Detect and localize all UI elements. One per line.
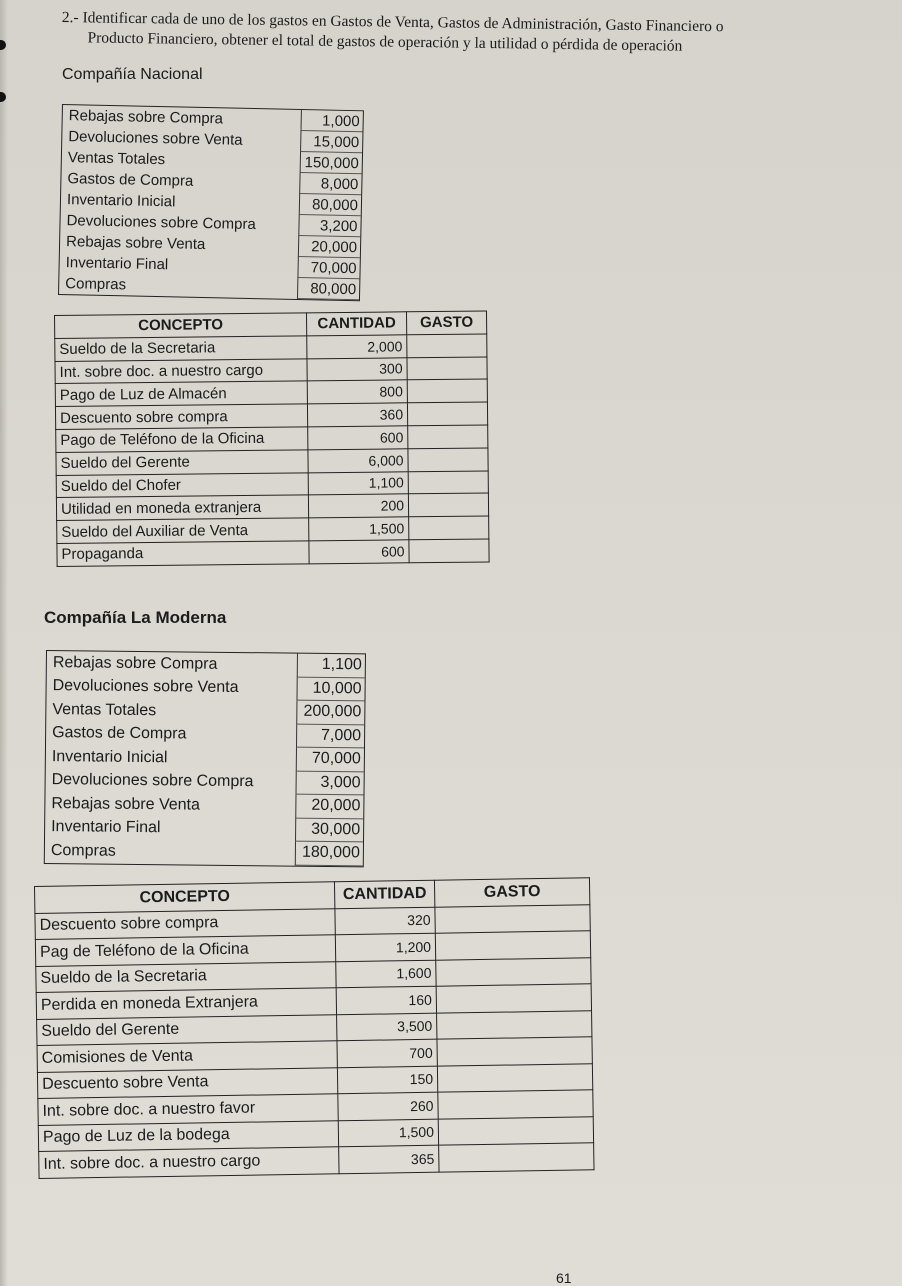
- gasto-input-cell[interactable]: [438, 1116, 593, 1145]
- data-value: 30,000: [295, 818, 363, 842]
- data-label: Devoluciones sobre Venta: [68, 128, 243, 149]
- gasto-input-cell[interactable]: [437, 1037, 592, 1066]
- concept-cell: Sueldo de la Secretaria: [36, 961, 336, 992]
- header-concepto: CONCEPTO: [35, 882, 335, 913]
- concept-cell: Sueldo del Chofer: [56, 472, 308, 497]
- data-row: [46, 769, 364, 796]
- gasto-input-cell[interactable]: [409, 539, 489, 563]
- data-value: 15,000: [300, 131, 362, 153]
- data-value: 1,100: [297, 654, 365, 678]
- data-label: Ventas Totales: [52, 700, 157, 719]
- instruction-line-1: 2.- Identificar cada de uno de los gastos en Gastos de Venta, Gastos de Administración, Gasto Financiero o: [61, 8, 724, 36]
- data-value: 80,000: [299, 194, 361, 216]
- quantity-cell: 200: [308, 494, 408, 518]
- data-label: Compras: [65, 275, 127, 294]
- gasto-input-cell[interactable]: [437, 1010, 592, 1039]
- data-value: 150,000: [300, 152, 362, 174]
- data-row: [46, 675, 364, 702]
- data-value: 1,000: [300, 110, 362, 132]
- quantity-cell: 1,500: [309, 517, 409, 541]
- data-value: 180,000: [295, 842, 363, 866]
- page-number: 61: [556, 1270, 572, 1286]
- gasto-input-cell[interactable]: [439, 1143, 594, 1172]
- quantity-cell: 365: [339, 1145, 439, 1173]
- gasto-input-cell[interactable]: [407, 334, 487, 358]
- data-label: Inventario Final: [51, 818, 161, 837]
- concept-cell: Comisiones de Venta: [37, 1041, 337, 1072]
- quantity-cell: 160: [336, 986, 436, 1014]
- header-gasto: GASTO: [406, 311, 486, 335]
- quantity-cell: 1,500: [338, 1119, 438, 1147]
- concept-cell: Utilidad en moneda extranjera: [56, 495, 308, 520]
- data-label: Devoluciones sobre Compra: [51, 771, 254, 791]
- quantity-cell: 2,000: [307, 335, 407, 359]
- header-cantidad: CANTIDAD: [306, 312, 406, 336]
- data-label: Rebajas sobre Venta: [65, 233, 206, 254]
- quantity-cell: 260: [338, 1092, 438, 1120]
- data-label: Rebajas sobre Compra: [68, 107, 224, 128]
- concept-cell: Descuento sobre Venta: [37, 1067, 337, 1098]
- data-row: [45, 839, 363, 866]
- gasto-input-cell[interactable]: [408, 425, 488, 449]
- data-row: [47, 651, 365, 678]
- quantity-cell: 360: [307, 403, 407, 427]
- page-edge-shadow: [0, 0, 8, 1286]
- gasto-input-cell[interactable]: [436, 984, 591, 1013]
- quantity-cell: 1,600: [336, 960, 436, 988]
- concept-cell: Pago de Luz de Almacén: [55, 381, 307, 406]
- concept-cell: Pago de Luz de la bodega: [38, 1120, 338, 1151]
- quantity-cell: 320: [335, 907, 435, 935]
- data-row: [46, 722, 364, 749]
- concept-cell: Sueldo del Gerente: [37, 1014, 337, 1045]
- table-row: [57, 539, 489, 566]
- quantity-cell: 1,100: [308, 471, 408, 495]
- data-value: 70,000: [297, 257, 359, 279]
- gasto-input-cell[interactable]: [435, 931, 590, 960]
- data-label: Gastos de Compra: [52, 724, 187, 743]
- data-value: 3,000: [295, 771, 363, 795]
- gasto-input-cell[interactable]: [435, 904, 590, 933]
- concept-cell: Pag de Teléfono de la Oficina: [35, 935, 335, 966]
- gasto-input-cell[interactable]: [408, 493, 488, 517]
- company-1-data-box: [58, 104, 364, 301]
- data-value: 200,000: [296, 701, 364, 725]
- concept-cell: Sueldo del Auxiliar de Venta: [57, 518, 309, 543]
- gasto-input-cell[interactable]: [408, 448, 488, 472]
- concept-cell: Sueldo de la Secretaria: [55, 336, 307, 361]
- company-2-title: Compañía La Moderna: [44, 608, 227, 627]
- header-gasto: GASTO: [434, 878, 589, 907]
- concept-cell: Propaganda: [57, 541, 309, 566]
- data-row: [45, 816, 363, 843]
- quantity-cell: 700: [337, 1039, 437, 1067]
- data-row: [45, 792, 363, 819]
- quantity-cell: 150: [337, 1066, 437, 1094]
- quantity-cell: 1,200: [335, 933, 435, 961]
- data-label: Inventario Inicial: [51, 747, 168, 767]
- concept-cell: Descuento sobre compra: [35, 908, 335, 939]
- data-label: Compras: [50, 841, 116, 860]
- concept-cell: Int. sobre doc. a nuestro cargo: [39, 1147, 339, 1178]
- company-1-expense-table: [54, 310, 490, 566]
- gasto-input-cell[interactable]: [407, 357, 487, 381]
- gasto-input-cell[interactable]: [407, 379, 487, 403]
- concept-cell: Pago de Teléfono de la Oficina: [56, 427, 308, 452]
- data-label: Ventas Totales: [67, 149, 166, 169]
- data-value: 8,000: [299, 173, 361, 195]
- quantity-cell: 3,500: [337, 1013, 437, 1041]
- data-row: [46, 745, 364, 772]
- quantity-cell: 300: [307, 357, 407, 381]
- data-value: 7,000: [296, 724, 364, 748]
- quantity-cell: 600: [308, 426, 408, 450]
- quantity-cell: 600: [309, 540, 409, 564]
- company-2-expense-table: [34, 877, 595, 1178]
- company-1-title: Compañía Nacional: [62, 66, 203, 83]
- concept-cell: Sueldo del Gerente: [56, 450, 308, 475]
- data-value: 3,200: [298, 215, 360, 237]
- data-label: Inventario Final: [65, 254, 169, 274]
- data-label: Inventario Inicial: [66, 191, 176, 211]
- gasto-input-cell[interactable]: [436, 957, 591, 986]
- data-label: Devoluciones sobre Venta: [52, 677, 239, 697]
- header-cantidad: CANTIDAD: [334, 880, 434, 908]
- data-row: [46, 698, 364, 725]
- data-value: 20,000: [295, 795, 363, 819]
- gasto-input-cell[interactable]: [409, 516, 489, 540]
- gasto-input-cell[interactable]: [437, 1063, 592, 1092]
- quantity-cell: 6,000: [308, 449, 408, 473]
- instruction-text: [61, 8, 891, 60]
- company-2-data-box: [44, 650, 366, 867]
- data-value: 80,000: [297, 278, 359, 300]
- data-label: Rebajas sobre Compra: [52, 653, 218, 673]
- header-concepto: CONCEPTO: [55, 313, 307, 338]
- gasto-input-cell[interactable]: [407, 402, 487, 426]
- data-value: 70,000: [296, 748, 364, 772]
- instruction-line-2: Producto Financiero, obtener el total de gastos de operación y la utilidad o pérdida de operación: [87, 29, 683, 55]
- concept-cell: Int. sobre doc. a nuestro favor: [38, 1094, 338, 1125]
- concept-cell: Int. sobre doc. a nuestro cargo: [55, 358, 307, 383]
- quantity-cell: 800: [307, 380, 407, 404]
- data-label: Rebajas sobre Venta: [51, 794, 201, 814]
- gasto-input-cell[interactable]: [438, 1090, 593, 1119]
- concept-cell: Perdida en moneda Extranjera: [36, 988, 336, 1019]
- data-label: Devoluciones sobre Compra: [66, 212, 256, 234]
- gasto-input-cell[interactable]: [408, 471, 488, 495]
- data-value: 20,000: [298, 236, 360, 258]
- data-value: 10,000: [296, 677, 364, 701]
- concept-cell: Descuento sobre compra: [55, 404, 307, 429]
- data-label: Gastos de Compra: [67, 170, 194, 190]
